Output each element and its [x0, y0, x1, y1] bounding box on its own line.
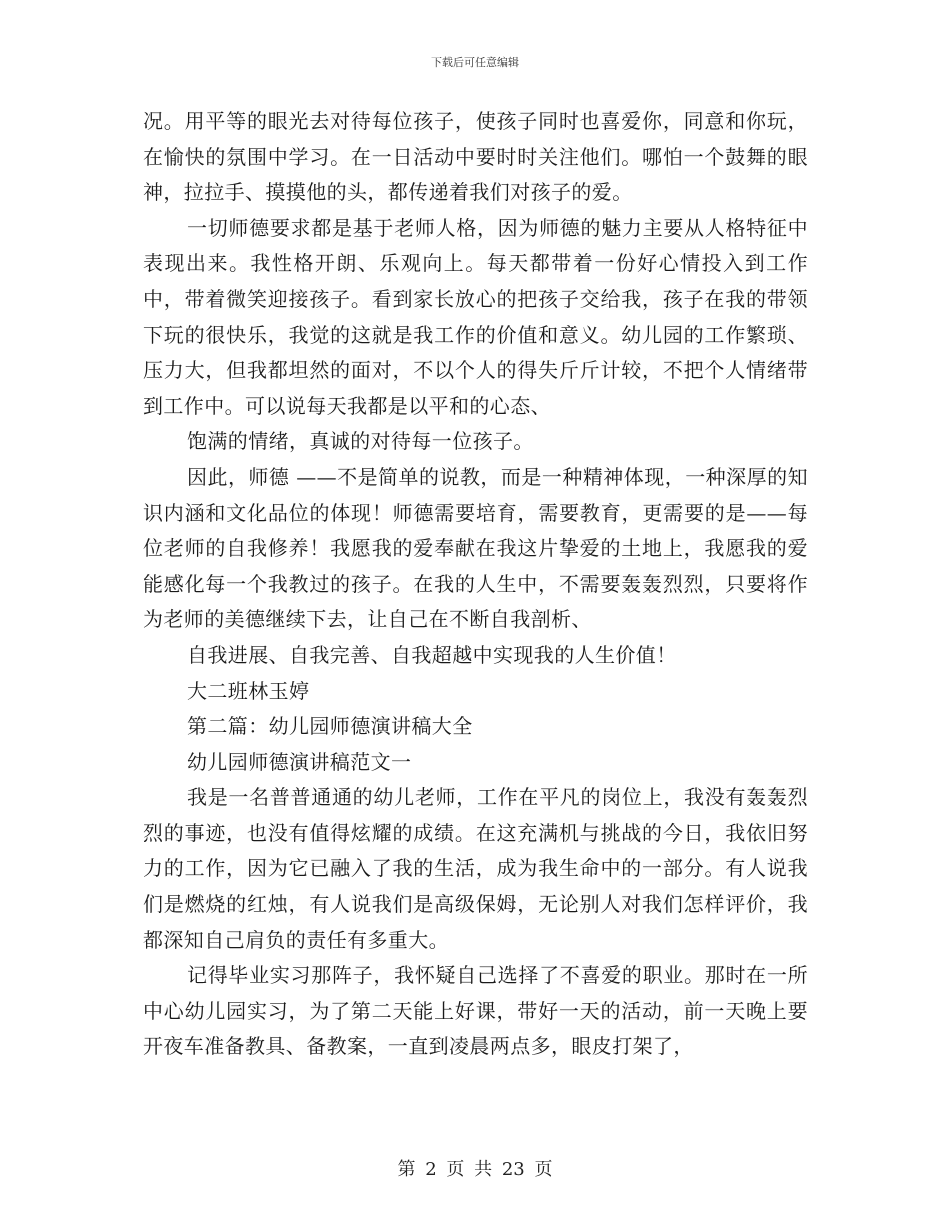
section-title: 第二篇：幼儿园师德演讲稿大全: [187, 714, 473, 739]
paragraph-10: 记得毕业实习那阵子，我怀疑自己选择了不喜爱的职业。那时在一所中心幼儿园实习，为了第二天能上好课，带好一天的活动，前一天晚上要开夜车准备教具、备教案，一直到凌晨两点多，眼皮打架了，: [143, 963, 808, 1059]
paragraph-5: 自我进展、自我完善、自我超越中实现我的人生价值！: [187, 642, 677, 667]
paragraph-3: 饱满的情绪，真诚的对待每一位孩子。: [187, 429, 534, 454]
document-body: [143, 104, 808, 1065]
subsection-title: 幼儿园师德演讲稿范文一: [187, 749, 412, 774]
page-footer: 第 2 页 共 23 页: [397, 1159, 553, 1180]
page-header: 下载后可任意编辑: [431, 56, 519, 69]
paragraph-1: 况。用平等的眼光去对待每位孩子，使孩子同时也喜爱你，同意和你玩，在愉快的氛围中学习。在一日活动中要时时关注他们。哪怕一个鼓舞的眼神，拉拉手、摸摸他的头，都传递着我们对孩子的爱。: [143, 109, 808, 205]
paragraph-2: 一切师德要求都是基于老师人格，因为师德的魅力主要从人格特征中表现出来。我性格开朗、乐观向上。每天都带着一份好心情投入到工作中，带着微笑迎接孩子。看到家长放心的把孩子交给我，孩子在我的带领下玩的很快乐，我觉的这就是我工作的价值和意义。幼儿园的工作繁琐、压力大，但我都坦然的面对，不以个人的得失斤斤计较，不把个人情绪带到工作中。可以说每天我都是以平和的心态、: [143, 215, 808, 418]
author-line: 大二班林玉婷: [187, 678, 310, 703]
paragraph-4: 因此，师德 ——不是简单的说教，而是一种精神体现，一种深厚的知识内涵和文化品位的体现！师德需要培育，需要教育，更需要的是——每位老师的自我修养！我愿我的爱奉献在我这片挚爱的土地上，我愿我的爱能感化每一个我教过的孩子。在我的人生中，不需要轰轰烈烈，只要将作为老师的美德继续下去，让自己在不断自我剖析、: [143, 464, 808, 632]
paragraph-9: 我是一名普普通通的幼儿老师，工作在平凡的岗位上，我没有轰轰烈烈的事迹，也没有值得炫耀的成绩。在这充满机与挑战的今日，我依旧努力的工作，因为它已融入了我的生活，成为我生命中的一部分。有人说我们是燃烧的红烛，有人说我们是高级保姆，无论别人对我们怎样评价，我都深知自己肩负的责任有多重大。: [143, 785, 808, 952]
